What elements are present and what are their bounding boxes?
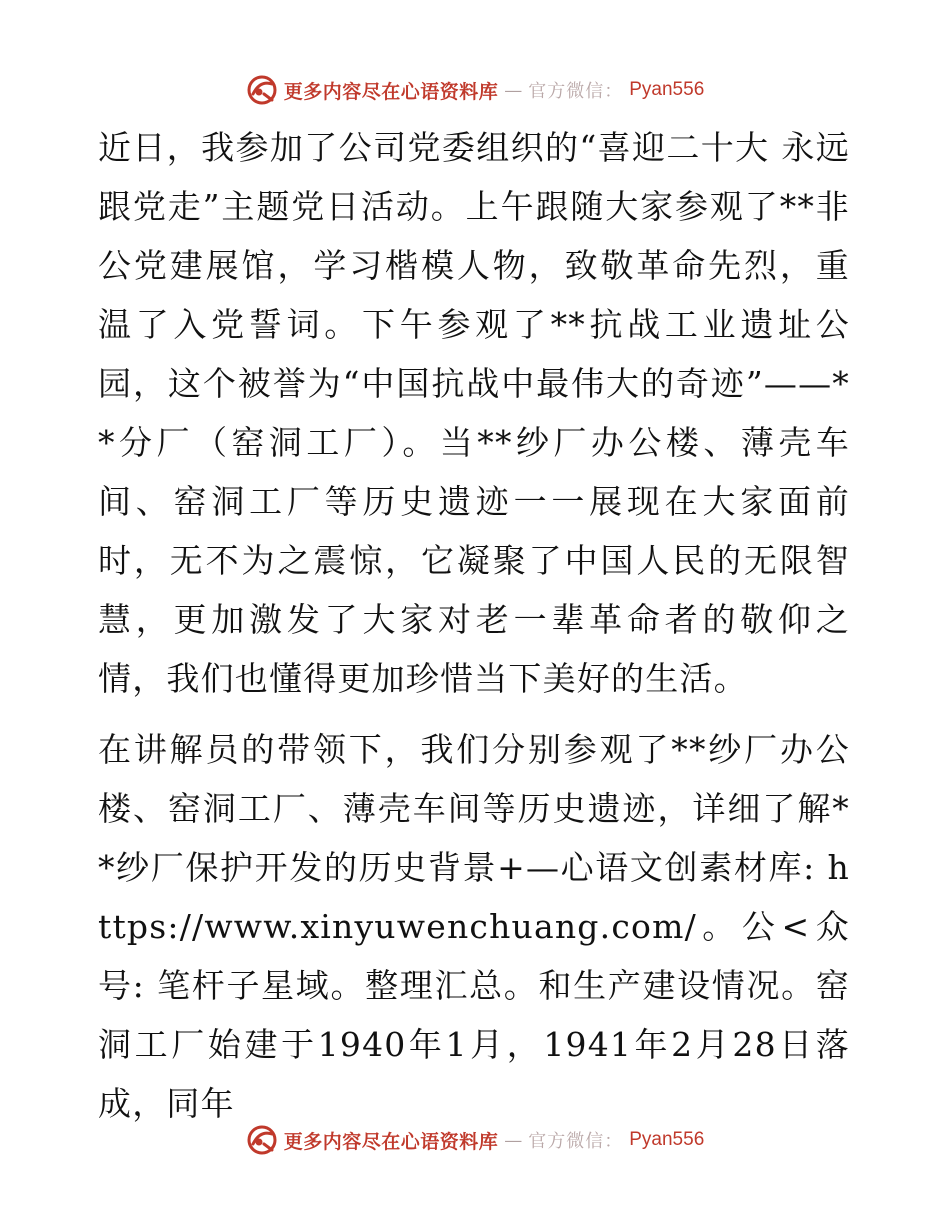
footer-banner [246,1124,705,1156]
footer-banner-id: Pyan556 [629,1129,705,1150]
header-banner-title: 更多内容尽在心语资料库 [283,80,499,103]
page-footer [0,1120,950,1160]
page-header [0,70,950,110]
body-paragraph-2: 在讲解员的带领下，我们分别参观了**纱厂办公楼、窑洞工厂、薄壳车间等历史遗迹，详细了解**纱厂保护开发的历史背景+—心语文创素材库: https://www.xinyuwenchuang.com/。公<众号: 笔杆子星域。整理汇总。和生产建设情况。窑洞工厂始建于1940年1月，1941年2月28日落成，同年 [98,730,850,1123]
footer-banner-dash: — [504,1129,523,1151]
body-paragraph-1: 近日，我参加了公司党委组织的“喜迎二十大 永远跟党走”主题党日活动。上午跟随大家参观了**非公党建展馆，学习楷模人物，致敬革命先烈，重温了入党誓词。下午参观了**抗战工业遗址公园，这个被誉为“中国抗战中最伟大的奇迹”——**分厂（窑洞工厂）。当**纱厂办公楼、薄壳车间、窑洞工厂等历史遗迹一一展现在大家面前时，无不为之震惊，它凝聚了中国人民的无限智慧，更加激发了大家对老一辈革命者的敬仰之情，我们也懂得更加珍惜当下美好的生活。 [98,128,850,698]
document-body [98,118,850,1133]
header-banner-subtitle: 官方微信： [528,81,624,102]
swirl-logo-icon [246,1124,278,1156]
header-banner-dash: — [504,79,523,101]
header-banner-id: Pyan556 [629,79,705,100]
header-banner [246,74,705,106]
footer-banner-subtitle: 官方微信： [528,1131,624,1152]
footer-banner-title: 更多内容尽在心语资料库 [283,1130,499,1153]
swirl-logo-icon [246,74,278,106]
